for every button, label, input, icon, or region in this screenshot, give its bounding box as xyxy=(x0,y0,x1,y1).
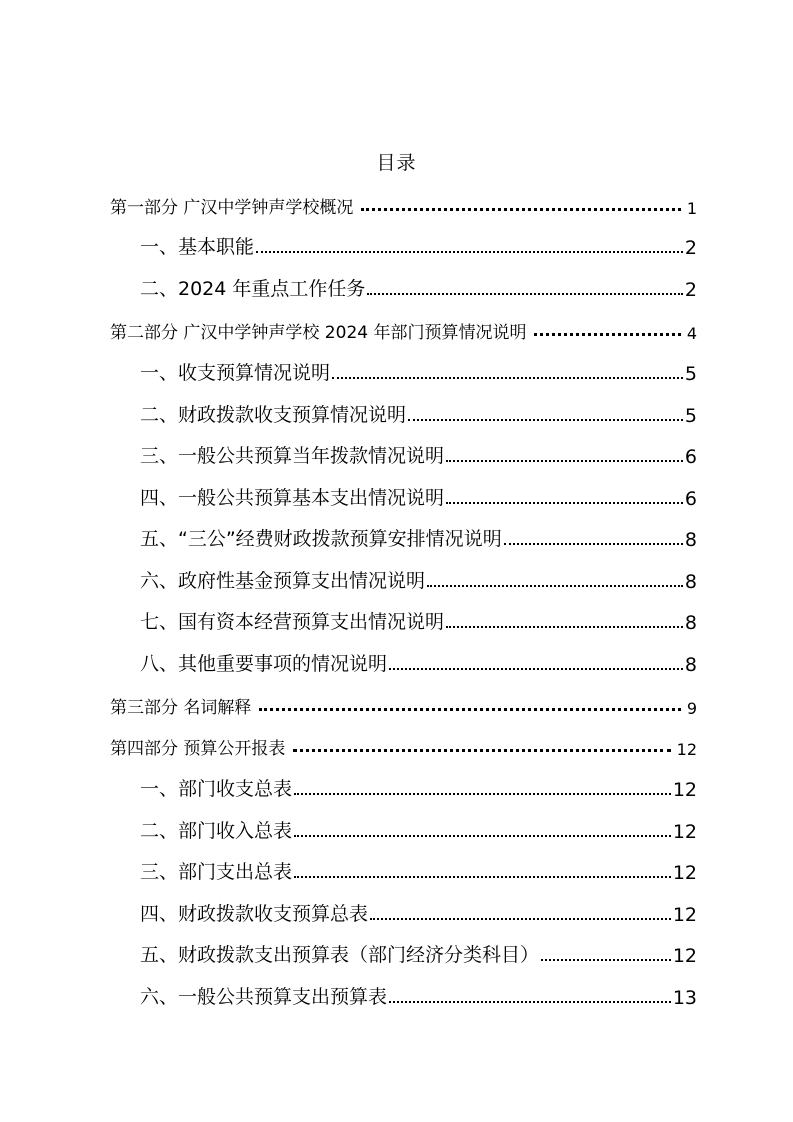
dot-leader xyxy=(259,708,680,711)
toc-section-entry[interactable] xyxy=(140,981,697,1009)
toc-entry-label: 七、国有资本经营预算支出情况说明 xyxy=(140,611,445,633)
toc-section-entry[interactable] xyxy=(140,357,697,385)
dot-leader xyxy=(294,876,671,878)
toc-section-entry[interactable] xyxy=(140,815,697,843)
toc-page-number: 5 xyxy=(684,363,697,385)
toc-entry-label: 五、财政拨款支出预算表（部门经济分类科目） xyxy=(140,944,540,966)
toc-page-number: 12 xyxy=(676,740,697,759)
toc-entry-label: 一、基本职能 xyxy=(140,236,255,258)
toc-entry-label: 四、财政拨款收支预算总表 xyxy=(140,903,369,925)
toc-section-entry[interactable] xyxy=(140,482,697,510)
toc-part-entry[interactable] xyxy=(110,690,697,718)
dot-leader xyxy=(370,918,671,920)
toc-page-number: 2 xyxy=(684,237,697,259)
toc-section-entry[interactable] xyxy=(140,898,697,926)
toc-section-entry[interactable] xyxy=(140,399,697,427)
toc-section-entry[interactable] xyxy=(140,565,697,593)
toc-part-entry[interactable] xyxy=(110,731,697,759)
toc-page-number: 6 xyxy=(684,488,697,510)
toc-section-entry[interactable] xyxy=(140,523,697,551)
toc-entry-label: 三、部门支出总表 xyxy=(140,861,293,883)
toc-part-entry[interactable] xyxy=(110,315,697,343)
toc-entry-label: 五、“三公”经费财政拨款预算安排情况说明 xyxy=(140,528,502,550)
toc-page-number: 12 xyxy=(672,779,697,801)
dot-leader xyxy=(541,959,671,961)
dot-leader xyxy=(408,419,683,421)
dot-leader xyxy=(427,585,683,587)
toc-entry-label: 三、一般公共预算当年拨款情况说明 xyxy=(140,445,445,467)
toc-section-entry[interactable] xyxy=(140,773,697,801)
toc-page-number: 8 xyxy=(684,654,697,676)
toc-page-number: 8 xyxy=(684,571,697,593)
toc-entry-label: 第三部分 名词解释 xyxy=(110,698,252,718)
toc-page-number: 5 xyxy=(684,405,697,427)
dot-leader xyxy=(256,251,683,253)
toc-entry-label: 第四部分 预算公开报表 xyxy=(110,739,286,759)
toc-entry-label: 六、政府性基金预算支出情况说明 xyxy=(140,570,426,592)
toc-page-number: 1 xyxy=(686,199,697,218)
toc-page-number: 8 xyxy=(684,529,697,551)
dot-leader xyxy=(446,626,683,628)
toc-entry-label: 二、2024 年重点工作任务 xyxy=(140,278,366,300)
toc-entry-label: 八、其他重要事项的情况说明 xyxy=(140,653,388,675)
toc-page-number: 12 xyxy=(672,904,697,926)
dot-leader xyxy=(389,668,683,670)
dot-leader xyxy=(294,793,671,795)
dot-leader xyxy=(332,377,683,379)
toc-page-number: 2 xyxy=(684,279,697,301)
toc-section-entry[interactable] xyxy=(140,939,697,967)
toc-section-entry[interactable] xyxy=(140,440,697,468)
dot-leader xyxy=(294,835,671,837)
dot-leader xyxy=(534,333,680,336)
toc-page-number: 8 xyxy=(684,612,697,634)
toc-entry-label: 六、一般公共预算支出预算表 xyxy=(140,986,388,1008)
toc-entry-label: 二、部门收入总表 xyxy=(140,820,293,842)
toc-page-number: 12 xyxy=(672,945,697,967)
toc-section-entry[interactable] xyxy=(140,648,697,676)
dot-leader xyxy=(361,208,680,211)
dot-leader xyxy=(389,1001,671,1003)
toc-page-number: 12 xyxy=(672,862,697,884)
toc-entry-label: 第一部分 广汉中学钟声学校概况 xyxy=(110,198,354,218)
dot-leader xyxy=(446,502,683,504)
dot-leader xyxy=(293,749,670,752)
toc-page-number: 4 xyxy=(686,324,697,343)
toc-entry-label: 一、收支预算情况说明 xyxy=(140,362,331,384)
toc-section-entry[interactable] xyxy=(140,856,697,884)
toc-entry-label: 第二部分 广汉中学钟声学校 2024 年部门预算情况说明 xyxy=(110,323,527,343)
dot-leader xyxy=(504,543,683,545)
toc-title: 目录 xyxy=(376,152,417,174)
toc-section-entry[interactable] xyxy=(140,231,697,259)
toc-entry-label: 四、一般公共预算基本支出情况说明 xyxy=(140,487,445,509)
toc-page-number: 6 xyxy=(684,446,697,468)
toc-entry-label: 一、部门收支总表 xyxy=(140,778,293,800)
toc-page-number: 12 xyxy=(672,821,697,843)
toc-page-number: 13 xyxy=(672,987,697,1009)
toc-page-number: 9 xyxy=(686,699,697,718)
toc-section-entry[interactable] xyxy=(140,273,697,301)
dot-leader xyxy=(367,293,683,295)
toc-section-entry[interactable] xyxy=(140,606,697,634)
dot-leader xyxy=(446,460,683,462)
toc-entry-label: 二、财政拨款收支预算情况说明 xyxy=(140,404,407,426)
toc-part-entry[interactable] xyxy=(110,190,697,218)
